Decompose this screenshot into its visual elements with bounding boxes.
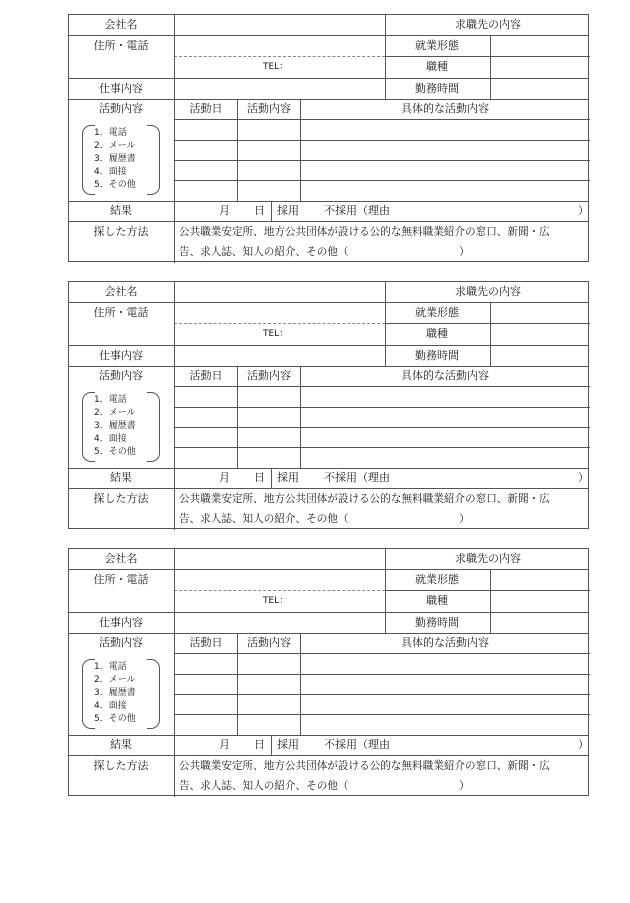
divider xyxy=(271,201,272,221)
job-content-field[interactable] xyxy=(175,79,384,98)
job-content-field[interactable] xyxy=(175,346,384,365)
job-content-field[interactable] xyxy=(175,613,384,632)
activity-option: 4．面接 xyxy=(94,701,127,711)
work-hours-field[interactable] xyxy=(491,79,589,98)
company-name-field[interactable] xyxy=(175,283,384,302)
activity-option: 2．メール xyxy=(94,141,136,151)
divider xyxy=(271,735,272,755)
divider xyxy=(69,633,588,634)
company-name-field[interactable] xyxy=(175,16,384,35)
company-name-label: 会社名 xyxy=(104,285,138,298)
result-label: 結果 xyxy=(110,738,132,751)
activity-option: 1．電話 xyxy=(94,128,127,138)
result-not-adopted[interactable]: 不採用（理由 xyxy=(324,204,390,217)
activity-option: 3．履歴書 xyxy=(94,421,136,431)
employment-type-label: 就業形態 xyxy=(415,573,459,586)
divider xyxy=(69,201,588,202)
activity-option: 4．面接 xyxy=(94,434,127,444)
company-name-field[interactable] xyxy=(175,550,384,569)
phone-field[interactable] xyxy=(175,591,384,611)
activity-content-label: 活動内容 xyxy=(99,102,143,115)
tel-label: TEL： xyxy=(263,329,289,339)
result-adopted[interactable]: 採用 xyxy=(277,204,299,217)
phone-field[interactable] xyxy=(175,324,384,344)
employment-type-field[interactable] xyxy=(491,570,589,589)
result-day: 日 xyxy=(254,738,265,751)
search-method-label: 探した方法 xyxy=(93,492,149,505)
address-phone-label: 住所・電話 xyxy=(93,573,149,586)
tel-label: TEL： xyxy=(263,62,289,72)
divider xyxy=(69,221,588,222)
job-details-header: 求職先の内容 xyxy=(455,285,521,298)
search-method-close-paren: ） xyxy=(459,245,470,258)
search-method-line2: 告、求人誌、知人の紹介、その他（ xyxy=(179,513,349,525)
search-method-line1: 公共職業安定所、地方公共団体が設ける公的な無料職業紹介の窓口、新聞・広 xyxy=(179,493,550,505)
address-field[interactable] xyxy=(175,303,384,322)
company-name-label: 会社名 xyxy=(104,552,138,565)
search-method-line2: 告、求人誌、知人の紹介、その他（ xyxy=(179,780,349,792)
job-content-label: 仕事内容 xyxy=(99,616,143,629)
divider xyxy=(69,366,588,367)
activity-content-header: 活動内容 xyxy=(247,636,291,649)
result-not-adopted[interactable]: 不採用（理由 xyxy=(324,738,390,751)
work-hours-label: 勤務時間 xyxy=(415,82,459,95)
activity-log-rows[interactable] xyxy=(175,120,589,200)
activity-content-label: 活動内容 xyxy=(99,636,143,649)
result-month: 月 xyxy=(219,738,230,751)
phone-field[interactable] xyxy=(175,57,384,77)
specific-activity-header: 具体的な活動内容 xyxy=(401,102,489,115)
job-type-label: 職種 xyxy=(426,60,448,73)
result-day: 日 xyxy=(254,204,265,217)
activity-option: 5．その他 xyxy=(94,180,136,190)
work-hours-label: 勤務時間 xyxy=(415,616,459,629)
result-close-paren: ） xyxy=(578,738,589,751)
divider xyxy=(385,549,386,633)
job-type-field[interactable] xyxy=(491,57,589,77)
activity-option: 2．メール xyxy=(94,408,136,418)
activity-date-header: 活動日 xyxy=(189,102,223,115)
job-type-label: 職種 xyxy=(426,594,448,607)
employment-type-label: 就業形態 xyxy=(415,306,459,319)
job-details-header: 求職先の内容 xyxy=(455,18,521,31)
search-method-label: 探した方法 xyxy=(93,225,149,238)
activity-date-header: 活動日 xyxy=(189,369,223,382)
form-3 xyxy=(68,548,589,796)
divider xyxy=(385,15,386,99)
result-label: 結果 xyxy=(110,204,132,217)
activity-option: 4．面接 xyxy=(94,167,127,177)
result-adopted[interactable]: 採用 xyxy=(277,738,299,751)
address-field[interactable] xyxy=(175,570,384,589)
divider xyxy=(385,282,386,366)
address-phone-label: 住所・電話 xyxy=(93,39,149,52)
activity-content-header: 活動内容 xyxy=(247,369,291,382)
work-hours-label: 勤務時間 xyxy=(415,349,459,362)
employment-type-label: 就業形態 xyxy=(415,39,459,52)
activity-option: 1．電話 xyxy=(94,662,127,672)
tel-label: TEL： xyxy=(263,596,289,606)
address-field[interactable] xyxy=(175,36,384,55)
search-method-line1: 公共職業安定所、地方公共団体が設ける公的な無料職業紹介の窓口、新聞・広 xyxy=(179,226,550,238)
search-method-close-paren: ） xyxy=(459,779,470,792)
employment-type-field[interactable] xyxy=(491,303,589,322)
job-type-field[interactable] xyxy=(491,324,589,344)
divider xyxy=(69,488,588,489)
result-adopted[interactable]: 採用 xyxy=(277,471,299,484)
result-close-paren: ） xyxy=(578,471,589,484)
activity-log-rows[interactable] xyxy=(175,654,589,734)
result-day: 日 xyxy=(254,471,265,484)
search-method-line1: 公共職業安定所、地方公共団体が設ける公的な無料職業紹介の窓口、新聞・広 xyxy=(179,760,550,772)
address-phone-label: 住所・電話 xyxy=(93,306,149,319)
employment-type-field[interactable] xyxy=(491,36,589,55)
search-method-label: 探した方法 xyxy=(93,759,149,772)
specific-activity-header: 具体的な活動内容 xyxy=(401,369,489,382)
result-label: 結果 xyxy=(110,471,132,484)
activity-log-rows[interactable] xyxy=(175,387,589,467)
activity-option: 5．その他 xyxy=(94,714,136,724)
work-hours-field[interactable] xyxy=(491,613,589,632)
job-type-label: 職種 xyxy=(426,327,448,340)
activity-option: 5．その他 xyxy=(94,447,136,457)
result-month: 月 xyxy=(219,471,230,484)
divider xyxy=(69,735,588,736)
divider xyxy=(69,468,588,469)
activity-option: 1．電話 xyxy=(94,395,127,405)
divider xyxy=(69,99,588,100)
search-method-close-paren: ） xyxy=(459,512,470,525)
form-1 xyxy=(68,14,589,262)
activity-content-label: 活動内容 xyxy=(99,369,143,382)
work-hours-field[interactable] xyxy=(491,346,589,365)
activity-option: 3．履歴書 xyxy=(94,688,136,698)
divider xyxy=(271,468,272,488)
search-method-line2: 告、求人誌、知人の紹介、その他（ xyxy=(179,246,349,258)
activity-date-header: 活動日 xyxy=(189,636,223,649)
activity-option: 3．履歴書 xyxy=(94,154,136,164)
form-2 xyxy=(68,281,589,529)
job-details-header: 求職先の内容 xyxy=(455,552,521,565)
job-content-label: 仕事内容 xyxy=(99,349,143,362)
activity-content-header: 活動内容 xyxy=(247,102,291,115)
activity-option: 2．メール xyxy=(94,675,136,685)
company-name-label: 会社名 xyxy=(104,18,138,31)
result-close-paren: ） xyxy=(578,204,589,217)
job-type-field[interactable] xyxy=(491,591,589,611)
result-not-adopted[interactable]: 不採用（理由 xyxy=(324,471,390,484)
divider xyxy=(69,755,588,756)
result-month: 月 xyxy=(219,204,230,217)
job-content-label: 仕事内容 xyxy=(99,82,143,95)
specific-activity-header: 具体的な活動内容 xyxy=(401,636,489,649)
